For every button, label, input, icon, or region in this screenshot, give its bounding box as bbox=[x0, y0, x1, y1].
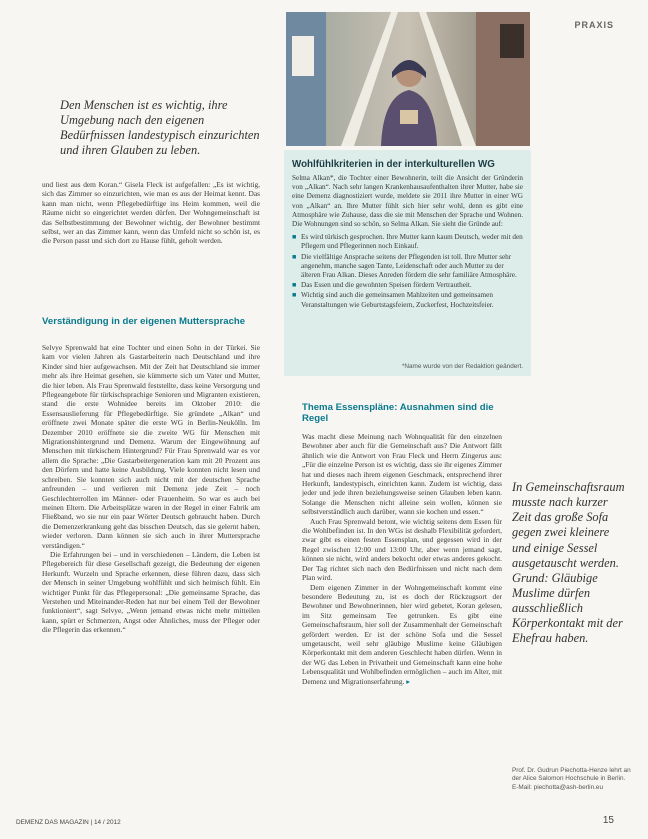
bullet-icon: ■ bbox=[292, 291, 297, 300]
photo bbox=[286, 12, 530, 146]
paragraph: Selvye Sprenwald hat eine Tochter und einen Sohn in der Türkei. Sie kam vor vielen Jahren als Gastarbeiterin nach Deutschland und ihre Kinder sind hier aufgewachsen. Mit der Zeit hat Deutschland sie immer mehr als ihre Heimat gesehen, sie kümmerte sich um Vater und Mutter, die hier leben. Als Frau Sprenwald feststellte, dass keine Versorgung und Pflegeangebote für türkischsprachige Senioren und Migranten existieren, stand die erste Wohnidee bereits im Oktober 2010: die Essensauslieferung für Pflegebedürftige. Sie gründete „Alkan“ und eröffnete zwei Monate später die erste WG in Berlin-Neukölln. Im Dezember 2010 eröffnete sie die zweite WG für Menschen mit Migrationshintergrund und Demenz. Warum der Eingewöhnung auf Menschen mit türkischem Hintergrund? Für Frau Sprenwald war es vor allem die Sprache: „Die Gastarbeitergeneration kam mit 20 Prozent aus den Dörfern und hatte keine Ausbildung. Viele konnten nicht lesen und schreiben. Sie konnten sich auch nicht mit der deutschen Sprache anfreunden – und verlieren mit Demenz jede Zeit – noch Geschlechterrollen im Männer- oder Frauenheim. So war es auch bei meinen Eltern. Die Arbeitsplätze waren in der Regel in einer Fabrik am Fließband, wo sie nur ein paar Wörter Deutsch gebraucht haben. Durch die Demenzerkrankung geht das bisschen Deutsch, das sie gelernt haben, wieder verloren. Dann können sie sich auch in ihrer Muttersprache verständigen.“ bbox=[42, 343, 260, 550]
column-1-intro bbox=[42, 180, 260, 246]
info-box-intro: Selma Alkan*, die Tochter einer Bewohnerin, teilt die Ansicht der Gründerin von „Alkan“. Nach sehr langen Krankenhausaufenthalten ihrer Mutter, habe sie eine Demenz diagnostiziert wurde, meldete sie 2011 ihre Mutter in einer WG von „Alkan“ an. Ihre Mutter fühlt sich hier sehr wohl, denn es gibt eine Atmosphäre wie Zuhause, dass die sie mit Menschen der Sprache und Wohnen. Die Wohnungen sind so schön, so Selma Alkan. Sie sieht die Gründe auf: bbox=[292, 174, 523, 229]
list-item: ■ Wichtig sind auch die gemeinsamen Mahlzeiten und gemeinsamen Veranstaltungen wie Geburtstagsfeiern, Zuckerfest, Hochzeitsfeier. bbox=[292, 291, 494, 309]
end-mark-icon: ▸ bbox=[406, 676, 410, 686]
bullet-icon: ■ bbox=[292, 233, 297, 242]
list-item: ■ Es wird türkisch gesprochen. Ihre Mutter kann kaum Deutsch, weder mit den Pflegern und Pflegerinnen noch Einkauf. bbox=[292, 233, 523, 251]
column-2-body bbox=[302, 432, 502, 686]
footer-magazine: DEMENZ DAS MAGAZIN | 14 / 2012 bbox=[16, 819, 121, 826]
list-item: ■ Die vielfältige Ansprache seitens der Pflegenden ist toll. Ihre Mutter sehr angenehm, manche sagen Tante, Leidenschaft oder auch Mutter zu der älteren Frau Alkan. Dieses Anreden fördern die sehr familiäre Atmosphäre. bbox=[292, 252, 517, 280]
list-item: ■ Das Essen und die gewohnten Speisen fördern Vertrautheit. bbox=[292, 281, 472, 290]
page-number: 15 bbox=[602, 815, 614, 826]
info-box bbox=[284, 150, 531, 376]
paragraph: und liest aus dem Koran.“ Gisela Fleck ist aufgefallen: „Es ist wichtig, sich das Zimmer so einzurichten, wie man es aus der Heimat kennt. Das kann man nicht, wenn Pflegebedürftige ins Heim kommen, weil die Räume nicht so eingerichtet werden dürfen. Der Wohngemeinschaft ist das Selbstbestimmung der Bewohner wichtig, der Bewohner bestimmt selbst, wer an das Zimmer kann, wenn das Umfeld nicht so schön ist, es die Person passt und sich dort zu Hause fühlt, geholt werden. bbox=[42, 180, 260, 246]
info-box-list bbox=[292, 233, 523, 310]
heading-essensplaene: Thema Essenspläne: Ausnahmen sind die Regel bbox=[302, 402, 494, 424]
info-box-title: Wohlfühlkriterien in der interkulturellen WG bbox=[292, 159, 495, 170]
column-1-body bbox=[42, 343, 260, 635]
paragraph: Was macht diese Meinung nach Wohnqualität für den einzelnen Bewohner aber auch für die Gemeinschaft aus? Die Antwort fällt ähnlich wie die Antwort von Frau Fleck und Herrn Zingerus aus: „Für die einzelne Person ist es wichtig, dass sie ihr eigenes Zimmer hat und dieses nach ihrem eigenen Geschmack, entsprechend ihrer Herkunft, landestypisch, einrichten kann. Zudem ist wichtig, dass jeder und jede ihren beziehungsweise seinen Glauben leben kann. Solange die Menschen nicht alleine sein wollen, können sie selbstverständlich auch darüber, wann sie kochen und essen.“ bbox=[302, 432, 502, 517]
author-caption: Prof. Dr. Gudrun Piechotta-Henze lehrt an der Alice Salomon Hochschule in Berlin. E-Mail: piechotta@ash-berlin.eu bbox=[512, 767, 631, 791]
paragraph: Dem eigenen Zimmer in der Wohngemeinschaft kommt eine besondere Bedeutung zu, ist es doch der Rückzugsort der Bewohner und Bewohnerinnen, hier wird gebetet, Koran gelesen, im Sitz gemeinsam Tee getrunken. Es gibt eine Gemeinschaftsraum, hier soll der Zusammenhalt der Gemeinschaft gefördert werden. Er ist der schöne Sofa und die Sessel umgetauscht, weil sehr gläubige Muslime keine Gläubigen Körperkontakt mit dem anderen Geschlecht haben dürfen. Wenn in der WG das Leben in Privatheit und Gemeinschaft kann eine hohe Lebensqualität und Wohlbefinden ermöglichen – auch im Alter, mit Demenz und Migrationserfahrung. ▸ bbox=[302, 582, 502, 686]
section-label: PRAXIS bbox=[574, 20, 614, 30]
photo-image bbox=[286, 12, 530, 146]
paragraph: Auch Frau Sprenwald betont, wie wichtig seitens dem Essen für die Wohlbefinden ist. In den WGs ist deshalb Flexibilität gefordert, zwar gibt es einen festen Essensplan, und gegessen wird in der Regel zwischen 12:00 und 13:00 Uhr, aber wenn jemand sagt, können sie nicht, wird anders bekocht oder etwas anderes gekocht. Der Tag richtet sich nach den Bedürfnissen und nicht nach dem Plan wird. bbox=[302, 516, 502, 583]
heading-verstaendigung: Verständigung in der eigenen Muttersprache bbox=[42, 316, 246, 327]
paragraph: Die Erfahrungen bei – und in verschiedenen – Ländern, die Leben ist Pflegebereich für diese Gesellschaft gezeigt, die Bedeutung der eigenen Herkunft. Wurzeln und Sprache erkennen, diese führen dazu, dass sich der Mensch in seiner Umgebung wohlfühlt und sich heimisch fühlt. Ein wichtiger Punkt für das Pflegepersonal: „Die gemeinsame Sprache, das Verstehen und Miteinander-Reden hat nur bei einem Teil der Bewohner funktioniert“, sagt Selvye, „Wenn jemand etwas nicht mehr mitteilen kann, spürt er Schmerzen, Angst oder Ähnliches, muss der Pfleger oder die Pflegerin das erkennen.“ bbox=[42, 549, 260, 635]
bullet-icon: ■ bbox=[292, 252, 297, 261]
bullet-icon: ■ bbox=[292, 281, 297, 290]
pull-quote-right: In Gemeinschaftsraum musste nach kurzer Zeit das große Sofa gegen zwei kleinere und einige Sessel ausgetauscht werden. Grund: Gläubige Muslime dürfen ausschließlich Körperkontakt mit der Ehefrau haben. bbox=[512, 480, 625, 646]
pull-quote-top: Den Menschen ist es wichtig, ihre Umgebung nach den eigenen Bedürfnissen landestypisch einzurichten und ihren Glauben zu leben. bbox=[60, 98, 260, 158]
info-box-note: *Name wurde von der Redaktion geändert. bbox=[401, 363, 523, 370]
